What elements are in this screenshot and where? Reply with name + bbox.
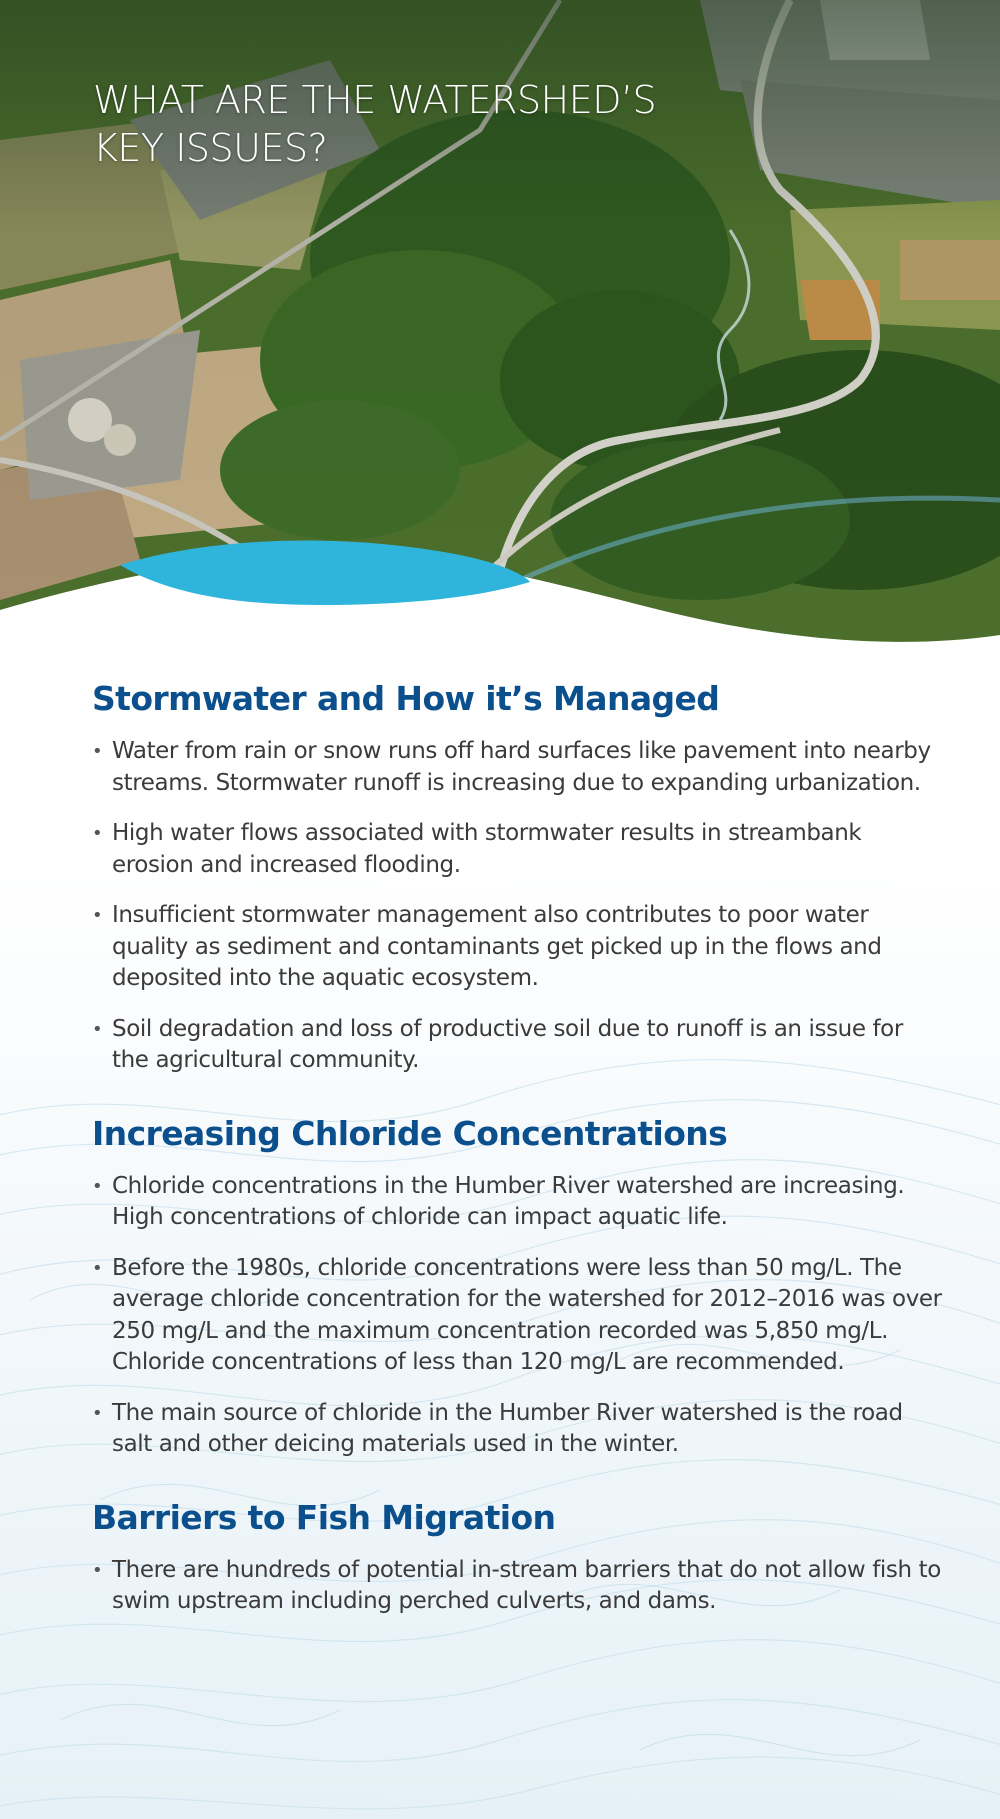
bullet-icon: • [92, 741, 103, 762]
list-item [92, 1014, 942, 1077]
list-item [92, 736, 942, 799]
list-item-text: Water from rain or snow runs off hard surfaces like pavement into nearby streams. Stormwater runoff is increasing due to expanding urbanization. [112, 738, 931, 796]
list-item-text: Chloride concentrations in the Humber River watershed are increasing. High concentrations of chloride can impact aquatic life. [112, 1172, 905, 1230]
bullet-icon: • [92, 1402, 103, 1424]
list-item [92, 818, 942, 881]
list-item [92, 1171, 942, 1234]
list-item-text: The main source of chloride in the Humber River watershed is the road salt and other deicing materials used in the winter. [112, 1399, 903, 1457]
bullet-icon: • [92, 1257, 103, 1279]
list-item [92, 1253, 942, 1379]
list-item [92, 1555, 942, 1618]
section-heading: Increasing Chloride Concentrations [92, 1113, 728, 1153]
bullet-list [92, 736, 942, 1077]
section-stormwater [92, 676, 942, 1077]
list-item [92, 1398, 942, 1461]
section-heading: Barriers to Fish Migration [92, 1497, 556, 1537]
bullet-list [92, 1171, 942, 1461]
bullet-list [92, 1555, 942, 1618]
hero-section [0, 0, 1000, 660]
section-heading: Stormwater and How it’s Managed [92, 679, 720, 718]
list-item-text: Soil degradation and loss of productive soil due to runoff is an issue for the agricultural community. [112, 1015, 903, 1073]
list-item-text: Insufficient stormwater management also contributes to poor water quality as sediment and contaminants get picked up in the flows and deposited into the aquatic ecosystem. [112, 902, 882, 991]
list-item-text: High water flows associated with stormwater results in streambank erosion and increased flooding. [112, 820, 862, 878]
bullet-icon: • [92, 905, 103, 926]
page-title: WHAT ARE THE WATERSHED’S KEY ISSUES? [93, 78, 657, 170]
bullet-icon: • [92, 823, 103, 844]
bullet-icon: • [92, 1018, 103, 1040]
list-item-text: There are hundreds of potential in-stream barriers that do not allow fish to swim upstream including perched culverts, and dams. [112, 1556, 941, 1614]
bullet-icon: • [92, 1175, 103, 1197]
section-fish-migration [92, 1495, 942, 1618]
bullet-icon: • [92, 1559, 103, 1581]
section-chloride [92, 1111, 942, 1461]
main-content [92, 676, 942, 1652]
list-item [92, 900, 942, 995]
list-item-text: Before the 1980s, chloride concentrations were less than 50 mg/L. The average chloride concentration for the watershed for 2012–2016 was over 250 mg/L and the maximum concentration recorded was 5,850 mg/L. Chloride concentrations of less than 120 mg/L are recommended. [112, 1254, 942, 1375]
